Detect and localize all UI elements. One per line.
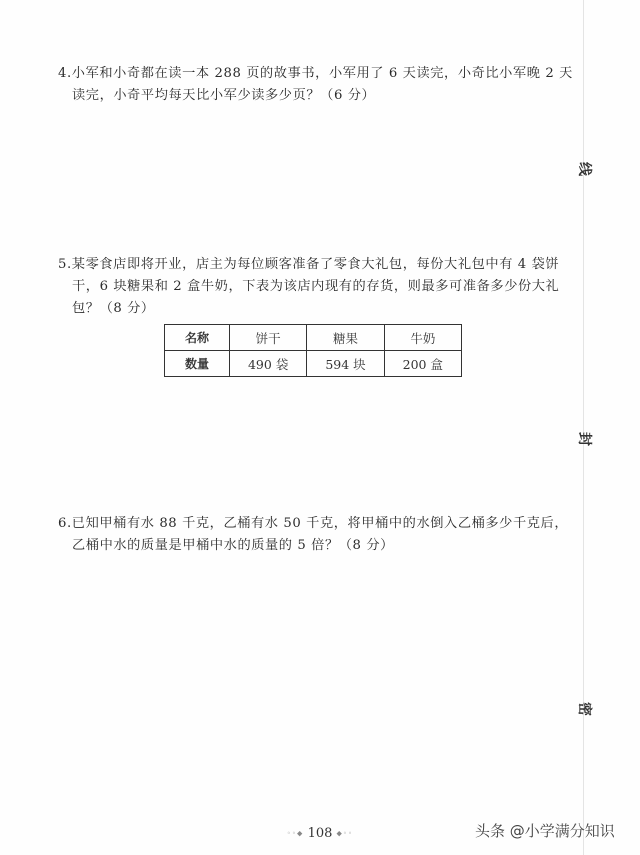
table-cell: 490 袋 [230, 351, 307, 377]
table-cell: 饼干 [230, 325, 307, 351]
question-6 [58, 513, 568, 557]
binding-mark-feng: 封 [576, 432, 592, 446]
inventory-table [164, 324, 462, 377]
question-number: 4. [58, 66, 72, 81]
question-5-line-3: 包？（8 分） [72, 301, 155, 316]
table-cell: 糖果 [307, 325, 384, 351]
question-6-line-2: 乙桶中水的质量是甲桶中水的质量的 5 倍？（8 分） [72, 538, 394, 553]
ornament-left-icon: ◦◦◆ [286, 829, 304, 838]
question-4-line-1 [58, 63, 573, 85]
watermark: 头条 @小学满分知识 [475, 822, 615, 840]
table-row [165, 325, 462, 351]
question-number: 6. [58, 516, 72, 531]
question-number: 5. [58, 257, 72, 272]
question-text: 小军和小奇都在读一本 288 页的故事书，小军用了 6 天读完，小奇比小军晚 2 天 [71, 66, 573, 81]
question-4 [58, 63, 573, 107]
binding-mark-mi: 密 [576, 702, 592, 716]
table-cell: 594 块 [307, 351, 384, 377]
table-header-name: 名称 [165, 325, 230, 351]
table-row [165, 351, 462, 377]
question-6-line-1 [58, 513, 568, 535]
question-text: 某零食店即将开业，店主为每位顾客准备了零食大礼包，每份大礼包中有 4 袋饼 [71, 257, 560, 272]
question-5-line-1 [58, 254, 568, 276]
question-text: 已知甲桶有水 88 千克，乙桶有水 50 千克，将甲桶中的水倒入乙桶多少千克后， [71, 516, 569, 531]
table-header-quantity: 数量 [165, 351, 230, 377]
binding-line [583, 0, 584, 855]
question-4-line-2: 读完，小奇平均每天比小军少读多少页？（6 分） [72, 88, 376, 103]
table-cell: 200 盒 [384, 351, 461, 377]
page-number: 108 [307, 826, 333, 841]
question-5-line-2: 干，6 块糖果和 2 盒牛奶，下表为该店内现有的存货，则最多可准备多少份大礼 [72, 279, 560, 294]
question-5 [58, 254, 568, 320]
ornament-right-icon: ◆◦◦ [336, 829, 354, 838]
binding-mark-xian: 线 [576, 162, 592, 176]
table-cell: 牛奶 [384, 325, 461, 351]
